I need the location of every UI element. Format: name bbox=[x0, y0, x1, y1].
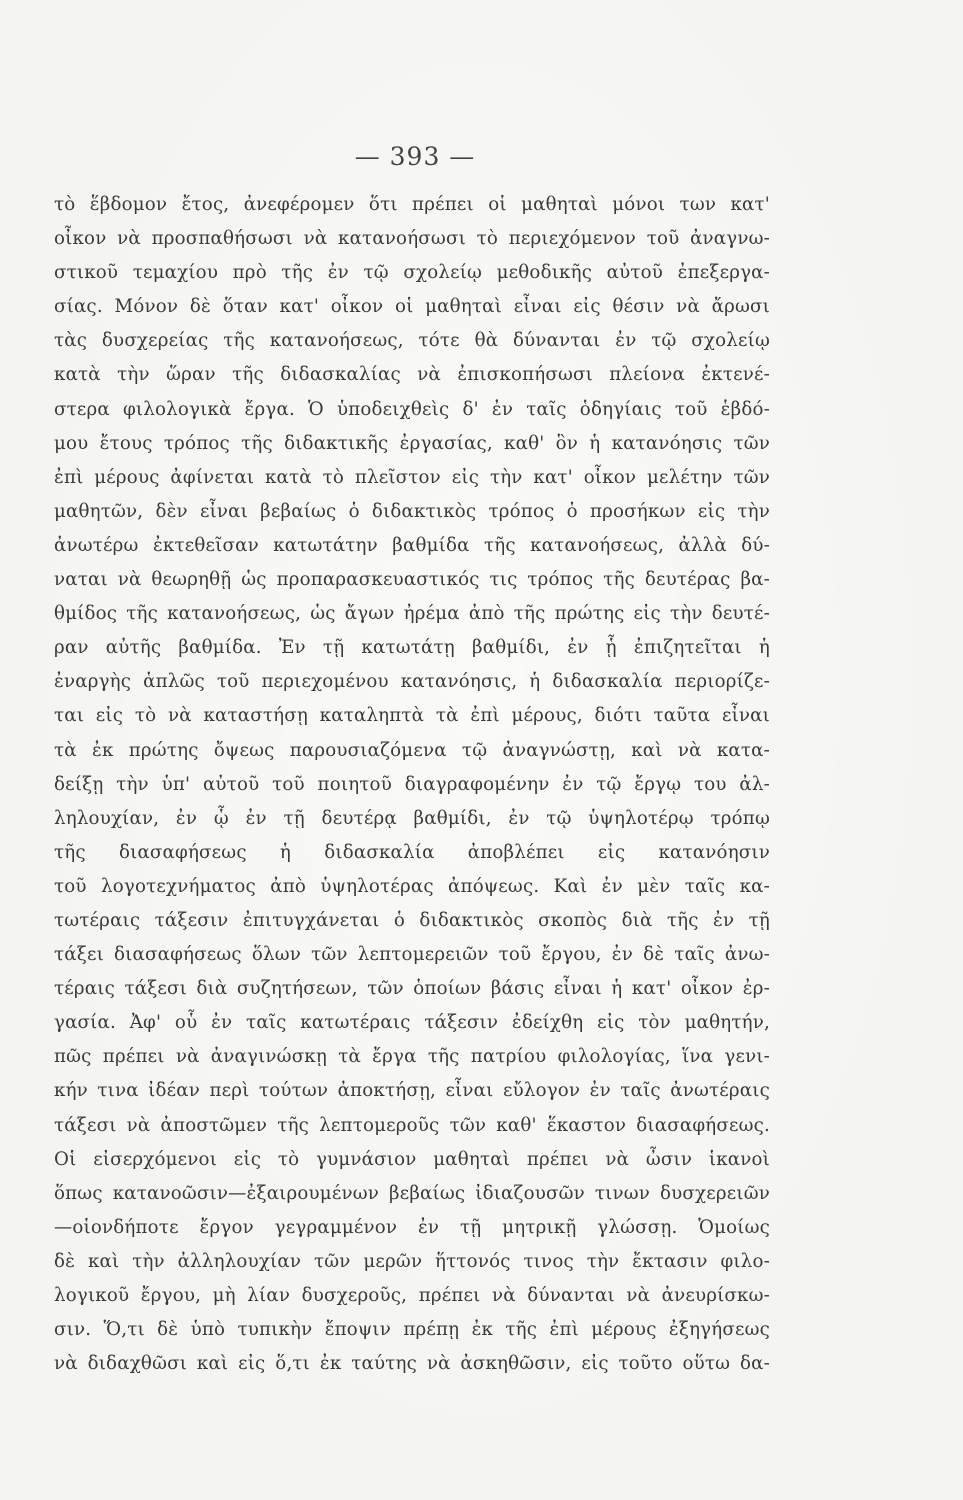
text-line: λογικοῦ ἔργου, μὴ λίαν δυσχεροῦς, πρέπει νὰ δύνανται νὰ ἀνευρίσκω- bbox=[54, 1285, 770, 1306]
text-line: κήν τινα ἰδέαν περὶ τούτων ἀποκτήσῃ, εἶναι εὔλογον ἐν ταῖς ἀνωτέραις bbox=[54, 1080, 770, 1102]
text-line: θμίδος τῆς κατανοήσεως, ὡς ἄγων ἠρέμα ἀπὸ τῆς πρώτης εἰς τὴν δευτέ- bbox=[54, 603, 770, 625]
text-line: τοῦ λογοτεχνήματος ἀπὸ ὑψηλοτέρας ἀπόψεως. Καὶ ἐν μὲν ταῖς κα- bbox=[54, 875, 770, 897]
text-line: τάξει διασαφήσεως ὅλων τῶν λεπτομερειῶν τοῦ ἔργου, ἐν δὲ ταῖς ἀνω- bbox=[54, 944, 770, 966]
text-line: κατὰ τὴν ὥραν τῆς διδασκαλίας νὰ ἐπισκοπήσωσι πλείονα ἐκτενέ- bbox=[54, 364, 770, 386]
text-line: δὲ καὶ τὴν ἀλληλουχίαν τῶν μερῶν ἥττονός τινος τὴν ἔκτασιν φιλο- bbox=[54, 1250, 770, 1272]
text-line: ἀνωτέρω ἐκτεθεῖσαν κατωτάτην βαθμίδα τῆς κατανοήσεως, ἀλλὰ δύ- bbox=[54, 534, 770, 556]
text-line: γασία. Ἀφ' οὗ ἐν ταῖς κατωτέραις τάξεσιν ἐδείχθη εἰς τὸν μαθητήν, bbox=[54, 1012, 770, 1034]
text-line: τὰ ἐκ πρώτης ὄψεως παρουσιαζόμενα τῷ ἀναγνώστῃ, καὶ νὰ κατα- bbox=[54, 739, 770, 761]
text-line: ναται νὰ θεωρηθῇ ὡς προπαρασκευαστικός τις τρόπος τῆς δευτέρας βα- bbox=[54, 569, 770, 591]
text-line: δείξῃ τὴν ὑπ' αὐτοῦ τοῦ ποιητοῦ διαγραφομένην ἐν τῷ ἔργῳ του ἀλ- bbox=[54, 773, 770, 795]
text-line: τῆς διασαφήσεως ἡ διδασκαλία ἀποβλέπει εἰς κατανόησιν bbox=[54, 841, 770, 863]
text-line: τὰς δυσχερείας τῆς κατανοήσεως, τότε θὰ δύνανται ἐν τῷ σχολείῳ bbox=[54, 330, 770, 352]
text-line: σιν. Ὅ,τι δὲ ὑπὸ τυπικὴν ἔποψιν πρέπῃ ἐκ τῆς ἐπὶ μέρους ἐξηγήσεως bbox=[54, 1319, 770, 1341]
text-line: ἐπὶ μέρους ἀφίνεται κατὰ τὸ πλεῖστον εἰς τὴν κατ' οἶκον μελέτην τῶν bbox=[54, 466, 770, 488]
page-number: — 393 — bbox=[354, 142, 476, 171]
text-line: —οἱονδήποτε ἔργον γεγραμμένον ἐν τῇ μητρικῇ γλώσσῃ. Ὁμοίως bbox=[54, 1216, 770, 1238]
text-line: νὰ διδαχθῶσι καὶ εἰς ὅ,τι ἐκ ταύτης νὰ ἀσκηθῶσιν, εἰς τοῦτο οὕτω δα- bbox=[54, 1353, 770, 1375]
text-line: ληλουχίαν, ἐν ᾧ ἐν τῇ δευτέρᾳ βαθμίδι, ἐν τῷ ὑψηλοτέρῳ τρόπῳ bbox=[54, 807, 770, 829]
text-line: στερα φιλολογικὰ ἔργα. Ὁ ὑποδειχθεὶς δ' ἐν ταῖς ὁδηγίαις τοῦ ἑβδό- bbox=[54, 398, 770, 420]
text-line: ται εἰς τὸ νὰ καταστήσῃ καταληπτὰ τὰ ἐπὶ μέρους, διότι ταῦτα εἶναι bbox=[54, 705, 770, 727]
text-line: μαθητῶν, δὲν εἶναι βεβαίως ὁ διδακτικὸς τρόπος ὁ προσήκων εἰς τὴν bbox=[54, 500, 770, 522]
body-text bbox=[54, 188, 770, 1381]
text-line: στικοῦ τεμαχίου πρὸ τῆς ἐν τῷ σχολείῳ μεθοδικῆς αὐτοῦ ἐπεξεργα- bbox=[54, 262, 770, 284]
text-line: σίας. Μόνον δὲ ὅταν κατ' οἶκον οἱ μαθηταὶ εἶναι εἰς θέσιν νὰ ἄρωσι bbox=[54, 296, 770, 318]
text-line: Οἱ εἰσερχόμενοι εἰς τὸ γυμνάσιον μαθηταὶ πρέπει νὰ ὦσιν ἱκανοὶ bbox=[54, 1148, 770, 1170]
text-line: τέραις τάξεσι διὰ συζητήσεων, τῶν ὁποίων βάσις εἶναι ἡ κατ' οἶκον ἐρ- bbox=[54, 978, 770, 1000]
text-line: τωτέραις τάξεσιν ἐπιτυγχάνεται ὁ διδακτικὸς σκοπὸς διὰ τῆς ἐν τῇ bbox=[54, 909, 770, 931]
text-line: οἶκον νὰ προσπαθήσωσι νὰ κατανοήσωσι τὸ περιεχόμενον τοῦ ἀναγνω- bbox=[54, 228, 770, 250]
text-line: μου ἔτους τρόπος τῆς διδακτικῆς ἐργασίας, καθ' ὃν ἡ κατανόησις τῶν bbox=[54, 432, 770, 454]
text-line: πῶς πρέπει νὰ ἀναγινώσκῃ τὰ ἔργα τῆς πατρίου φιλολογίας, ἵνα γενι- bbox=[54, 1046, 770, 1068]
text-line: ραν αὐτῆς βαθμίδα. Ἐν τῇ κατωτάτῃ βαθμίδι, ἐν ᾗ ἐπιζητεῖται ἡ bbox=[54, 637, 770, 659]
text-line: ἐναργὴς ἁπλῶς τοῦ περιεχομένου κατανόησις, ἡ διδασκαλία περιορίζε- bbox=[54, 671, 770, 693]
text-line: ὅπως κατανοῶσιν—ἐξαιρουμένων βεβαίως ἰδιαζουσῶν τινων δυσχερειῶν bbox=[54, 1182, 770, 1204]
text-line: τάξεσι νὰ ἀποστῶμεν τῆς λεπτομεροῦς τῶν καθ' ἕκαστον διασαφήσεως. bbox=[54, 1114, 770, 1136]
text-line: τὸ ἕβδομον ἔτος, ἀνεφέρομεν ὅτι πρέπει οἱ μαθηταὶ μόνοι των κατ' bbox=[54, 194, 770, 215]
